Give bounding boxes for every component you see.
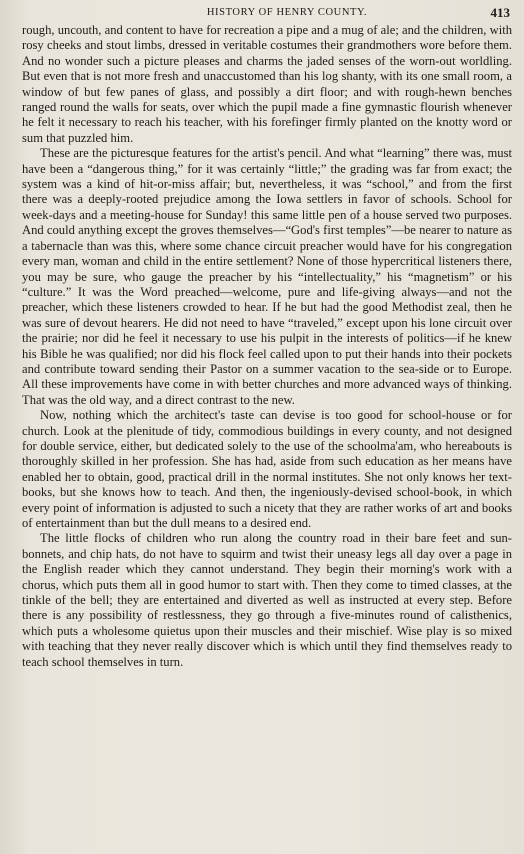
body-text <box>22 23 512 670</box>
paragraph-4: The little flocks of children who run along the country road in their bare feet and sun-bonnets, and chip hats, do not have to squirm and twist their uneasy legs all day over a page in the English reader which they cannot understand. They begin their morning's work with a chorus, which puts them all in good humor to start with. Then they come to timed classes, at the tinkle of the bell; they are entertained and diverted as well as instructed at every step. Before there is any possibility of restlessness, they go through a five-minutes round of calisthenics, which puts a wholesome quietus upon their muscles and their mischief. Wise play is so mixed with teaching that they never really discover which is which until they find themselves ready to teach school themselves in turn. <box>22 531 512 669</box>
page-number: 413 <box>490 5 510 20</box>
paragraph-1: rough, uncouth, and content to have for recreation a pipe and a mug of ale; and the children, with rosy cheeks and stout limbs, dressed in veritable costumes their grandmothers wore before them. And no wonder such a picture pleases and charms the jaded senses of the worn-out worldling. But even that is not more fresh and unaccustomed than his log shanty, with its one small room, a window of but few panes of glass, and possibly a dirt floor; and with rough-hewn benches ranged round the walls for seats, over which the pupil made a fine gymnastic flourish whenever he felt it necessary to reach his teacher, with his forefinger firmly planted on the knotty word or sum that puzzled him. <box>22 23 512 145</box>
paragraph-3: Now, nothing which the architect's taste can devise is too good for school-house or for church. Look at the plenitude of tidy, commodious buildings in every county, and not designed for double service, either, but dedicated solely to the use of the schoolma'am, who hereabouts is thoroughly skilled in her profession. She has had, aside from such education as her means have enabled her to obtain, good, practical drill in the normal institutes. She not only knows her text-books, but she knows how to teach. And then, the ingeniously-devised school-book, in which every point of information is adjusted to such a nicety that they are rather works of art and books of entertainment than but the dull means to a desired end. <box>22 408 512 530</box>
running-head-title: HISTORY OF HENRY COUNTY. <box>206 7 368 18</box>
running-head <box>22 4 512 22</box>
paragraph-2: These are the picturesque features for the artist's pencil. And what “learning” there was, must have been a “dangerous thing,” for it was certainly “little;” the grading was far from exact; the system was a kind of hit-or-miss affair; but, nevertheless, it was “school,” and from the first there was a deeply-rooted prejudice among the Iowa settlers in favor of schools. School for week-days and a meeting-house for Sunday! this same little pen of a house served two purposes. And could anything except the groves themselves—“God's first temples”—be nearer to nature as a tabernacle than was this, where some chance circuit preacher would have for his congregation every man, woman and child in the entire settlement? None of those hypercritical listeners there, you may be sure, who gauge the preacher by his “intellectuality,” his “magnetism” or his “culture.” It was the Word preached—welcome, pure and life-giving always—and not the preacher, which these listeners crowded to hear. If he but had the good Methodist zeal, then he was sure of devout hearers. He did not need to have “traveled,” except upon his lone circuit over the prairie; nor did he feel it necessary to use his pulpit in the interests of politics—if he knew his Bible he was qualified; nor did his flock feel called upon to put their hands into their pockets and contribute toward sending their Pastor on a summer vacation to the sea-side or to Europe. All these improvements have come in with better churches and more advanced ways of thinking. That was the old way, and a direct contrast to the new. <box>22 146 512 407</box>
